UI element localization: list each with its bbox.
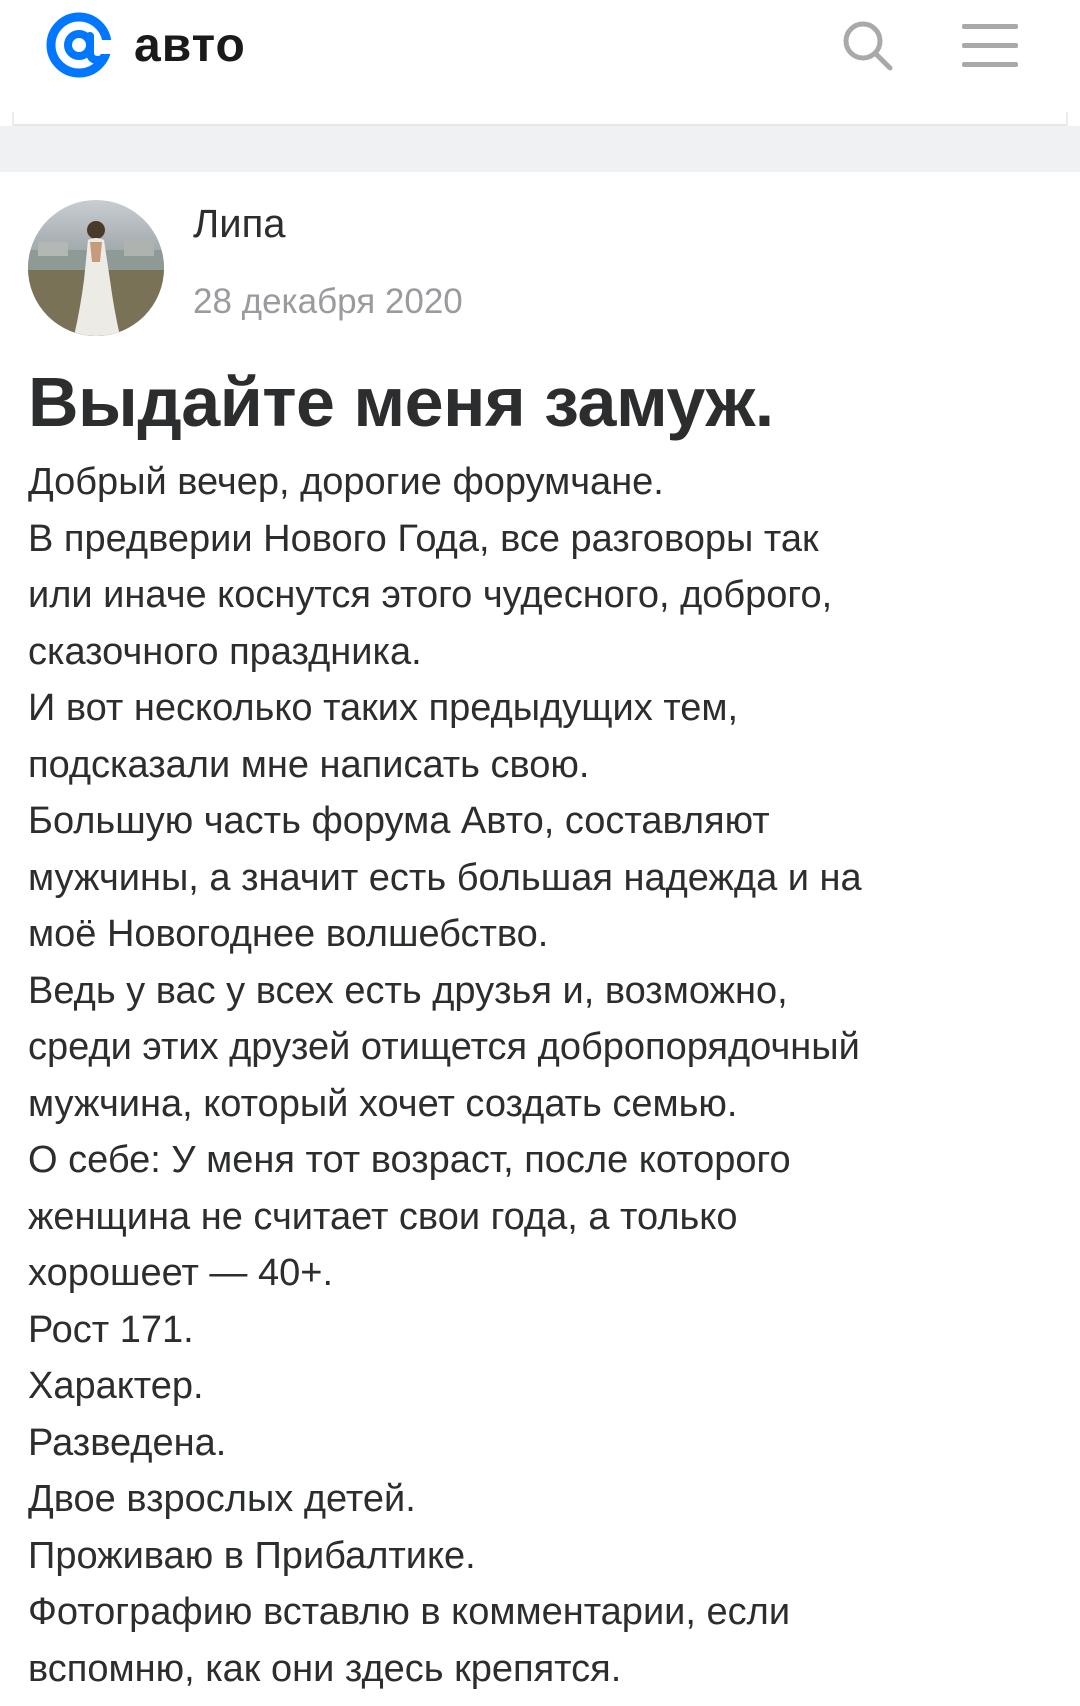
post-text-line: О себе: У меня тот возраст, после которого — [28, 1139, 791, 1181]
post-text-line: мужчины, а значит есть большая надежда и на — [28, 856, 862, 899]
post-text-line: Ведь у вас у всех есть друзья и, возможно, — [28, 969, 788, 1012]
forum-post — [0, 172, 1080, 1706]
at-sign-logo-icon — [44, 10, 114, 80]
author-name[interactable]: Липа — [193, 202, 286, 246]
avatar-photo — [28, 200, 164, 336]
menu-button[interactable] — [960, 20, 1020, 72]
post-text-line: хорошеет — 40+. — [28, 1252, 334, 1294]
post-text-line: моё Новогоднее волшебство. — [28, 913, 549, 955]
post-text-line: Рост 171. — [28, 1308, 194, 1351]
post-text-line: женщина не считает свои года, а только — [28, 1195, 738, 1238]
post-text-line: В предверии Нового Года, все разговоры так — [28, 517, 819, 560]
post-text-line: сказочного праздника. — [28, 630, 422, 673]
avatar[interactable] — [28, 200, 164, 336]
header-shadow — [12, 112, 1068, 126]
post-date: 28 декабря 2020 — [193, 282, 463, 321]
post-text-line: мужчина, который хочет создать семью. — [28, 1082, 738, 1125]
logo-text: авто — [134, 18, 246, 72]
post-text-line: Фотографию вставлю в комментарии, если — [28, 1591, 791, 1633]
post-text-line: подсказали мне написать свою. — [28, 743, 590, 786]
post-text-line: Добрый вечер, дорогие форумчане. — [28, 461, 664, 503]
post-title: Выдайте меня замуж. — [28, 363, 774, 441]
hamburger-menu-icon — [960, 20, 1020, 72]
site-header — [0, 0, 1080, 112]
section-separator — [0, 126, 1080, 172]
post-text-line: вспомню, как они здесь крепятся. — [28, 1647, 622, 1690]
post-text-line: Большую часть форума Авто, составляют — [28, 800, 770, 842]
search-button[interactable] — [838, 16, 898, 76]
post-body — [28, 454, 1058, 1697]
search-icon — [838, 16, 898, 76]
post-text-line: И вот несколько таких предыдущих тем, — [28, 687, 739, 729]
post-text-line: Разведена. — [28, 1421, 227, 1464]
site-logo[interactable] — [44, 10, 246, 80]
post-text-line: Проживаю в Прибалтике. — [28, 1534, 476, 1577]
post-text-line: среди этих друзей отищется добропорядочный — [28, 1026, 860, 1068]
post-text-line: или иначе коснутся этого чудесного, доброго, — [28, 574, 833, 616]
post-text-line: Двое взрослых детей. — [28, 1478, 416, 1520]
post-text-line: Характер. — [28, 1365, 204, 1407]
